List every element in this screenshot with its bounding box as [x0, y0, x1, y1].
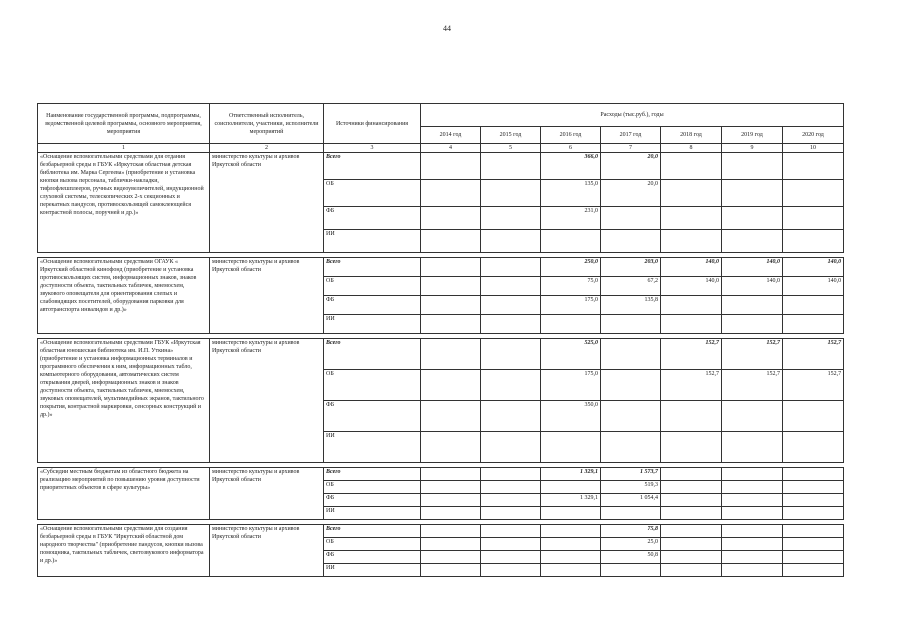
expense-value: 250,0 — [541, 258, 601, 277]
expense-value — [481, 564, 541, 577]
expense-value — [722, 296, 783, 315]
expense-value: 1 329,1 — [541, 468, 601, 481]
expense-value — [722, 432, 783, 463]
column-number: 2 — [210, 144, 324, 153]
funding-source: ФБ — [324, 296, 421, 315]
expense-value — [661, 401, 722, 432]
column-number: 9 — [722, 144, 783, 153]
year-header: 2018 год — [661, 127, 722, 144]
expense-value: 140,0 — [783, 277, 844, 296]
expense-value — [421, 370, 481, 401]
expense-value — [481, 551, 541, 564]
col-header-name: Наименование государственной программы, подпрограммы, ведомственной целевой программы, основного мероприятия, мероприятия — [38, 104, 210, 144]
expense-value — [661, 494, 722, 507]
funding-source: Всего — [324, 153, 421, 180]
expense-value: 140,0 — [661, 258, 722, 277]
expense-value: 175,0 — [541, 370, 601, 401]
expense-value — [541, 481, 601, 494]
expense-value — [783, 481, 844, 494]
expense-value: 67,2 — [601, 277, 661, 296]
activity-name: «Оснащение вспомогательными средствами ГБУК «Иркутская областная юношеская библиотека им. И.П. Уткина» (приобретение и установка информационных терминалов и программного обеспечения к ним, информационных табло, компьютерного оборудования, автоматических систем открывания дверей, информационных знаков и знаков доступности объекта, тактильных табличек, мнемосхем, звуковых оповещателей, мультимедийных экранов, тактильного покрытия, контрастной маркировки, сенсорных конструкций и др.)» — [38, 339, 210, 463]
expense-value — [541, 551, 601, 564]
expense-value — [722, 468, 783, 481]
expense-value — [421, 525, 481, 538]
expense-value — [661, 315, 722, 334]
expense-value — [661, 153, 722, 180]
activity-name: «Оснащение вспомогательными средствами для создания безбарьерной среды в ГБУК "Иркутский областной дом народного творчества" (приобретение пандусов, кнопки вызова помощника, тактильных табличек, светозвукового информатора и др.)» — [38, 525, 210, 577]
funding-source: ИИ — [324, 315, 421, 334]
expense-value: 140,0 — [722, 258, 783, 277]
expense-value — [783, 180, 844, 207]
expense-value — [481, 432, 541, 463]
expense-value — [481, 538, 541, 551]
expense-value — [481, 296, 541, 315]
table-row — [38, 258, 844, 277]
table-row — [38, 153, 844, 180]
expense-value — [601, 370, 661, 401]
year-header: 2014 год — [421, 127, 481, 144]
funding-source: ИИ — [324, 564, 421, 577]
activity-name: «Оснащение вспомогательными средствами ОГАУК « Иркутский областной кинофонд (приобретение и установка противоскользящих систем, информационных знаков, знаков доступности объекта, тактильных табличек, мнемосхем, звукового оповещателя для ориентирования слепых и слабовидящих посетителей, оборудования парковки для автотранспорта инвалидов и др.)» — [38, 258, 210, 334]
expense-value — [421, 507, 481, 520]
expense-value: 525,0 — [541, 339, 601, 370]
expense-value — [783, 401, 844, 432]
expense-value — [783, 494, 844, 507]
expense-value — [541, 432, 601, 463]
expense-value — [601, 339, 661, 370]
activity-name: «Субсидии местным бюджетам из областного бюджета на реализацию мероприятий по повышению уровня доступности приоритетных объектов в сфере культуры» — [38, 468, 210, 520]
expense-value — [481, 370, 541, 401]
expense-value — [541, 525, 601, 538]
expense-value — [481, 401, 541, 432]
expense-value — [421, 401, 481, 432]
budget-table-body — [38, 153, 844, 577]
expense-value: 140,0 — [783, 258, 844, 277]
expense-value — [783, 230, 844, 253]
expense-value: 20,0 — [601, 180, 661, 207]
expense-value — [601, 564, 661, 577]
expense-value — [783, 153, 844, 180]
column-number: 8 — [661, 144, 722, 153]
funding-source: ОБ — [324, 370, 421, 401]
expense-value: 75,0 — [541, 277, 601, 296]
expense-value — [601, 207, 661, 230]
expense-value — [421, 564, 481, 577]
expense-value — [722, 494, 783, 507]
expense-value — [541, 230, 601, 253]
year-header: 2015 год — [481, 127, 541, 144]
expense-value — [722, 207, 783, 230]
expense-value — [421, 481, 481, 494]
expense-value — [783, 538, 844, 551]
expense-value — [722, 401, 783, 432]
expense-value: 231,0 — [541, 207, 601, 230]
expense-value: 203,0 — [601, 258, 661, 277]
activity-name: «Оснащение вспомогательными средствами для отдания безбарьерной среды в ГБУК «Иркутская областная детская библиотека им. Марка Сергеева» (приобретение и установка кнопки вызова персонала, таблички-накладки, тифлофлешплееров, ручных видеоувеличителей, индукционной слуховой системы, телескопических 2-х секционных и перекатных пандусов, противоскользящей самоклеющейся контрастной полосы, поручней и др.)» — [38, 153, 210, 253]
expense-value: 152,7 — [783, 370, 844, 401]
executor: министерство культуры и архивов Иркутской области — [210, 525, 324, 577]
funding-source: ФБ — [324, 494, 421, 507]
expense-value — [481, 494, 541, 507]
expense-value — [481, 481, 541, 494]
expense-value: 366,0 — [541, 153, 601, 180]
year-header: 2020 год — [783, 127, 844, 144]
expense-value — [481, 153, 541, 180]
table-row — [38, 525, 844, 538]
expense-value — [661, 564, 722, 577]
expense-value — [481, 180, 541, 207]
col-header-source: Источники финансирования — [324, 104, 421, 144]
expense-value — [783, 468, 844, 481]
executor: министерство культуры и архивов Иркутской области — [210, 258, 324, 334]
year-header: 2017 год — [601, 127, 661, 144]
expense-value — [541, 564, 601, 577]
expense-value — [722, 564, 783, 577]
expense-value — [722, 481, 783, 494]
expense-value — [421, 339, 481, 370]
expense-value — [421, 538, 481, 551]
expense-value — [541, 315, 601, 334]
expense-value: 1 054,4 — [601, 494, 661, 507]
expense-value: 175,0 — [541, 296, 601, 315]
expense-value — [421, 296, 481, 315]
expense-value — [421, 153, 481, 180]
expense-value — [661, 468, 722, 481]
expense-value — [722, 153, 783, 180]
expense-value — [481, 507, 541, 520]
expense-value — [481, 315, 541, 334]
table-row — [38, 339, 844, 370]
expense-value — [481, 207, 541, 230]
expense-value: 25,0 — [601, 538, 661, 551]
expense-value — [661, 538, 722, 551]
expense-value: 75,8 — [601, 525, 661, 538]
expense-value — [601, 315, 661, 334]
funding-source: Всего — [324, 339, 421, 370]
expense-value — [421, 551, 481, 564]
expense-value: 152,7 — [722, 339, 783, 370]
expense-value — [722, 507, 783, 520]
expense-value — [541, 507, 601, 520]
column-number: 1 — [38, 144, 210, 153]
expense-value — [601, 432, 661, 463]
funding-source: Всего — [324, 525, 421, 538]
expense-value — [722, 230, 783, 253]
expense-value — [421, 277, 481, 296]
funding-source: ОБ — [324, 538, 421, 551]
expense-value — [783, 432, 844, 463]
expense-value — [421, 258, 481, 277]
expense-value — [421, 432, 481, 463]
funding-source: ИИ — [324, 507, 421, 520]
expense-value: 152,7 — [661, 370, 722, 401]
expense-value — [541, 538, 601, 551]
expense-value — [661, 432, 722, 463]
expense-value: 152,7 — [783, 339, 844, 370]
funding-source: ФБ — [324, 401, 421, 432]
expense-value — [783, 296, 844, 315]
expense-value: 152,7 — [661, 339, 722, 370]
executor: министерство культуры и архивов Иркутской области — [210, 468, 324, 520]
expense-value: 1 573,7 — [601, 468, 661, 481]
expense-value: 152,7 — [722, 370, 783, 401]
column-number: 5 — [481, 144, 541, 153]
funding-source: ОБ — [324, 277, 421, 296]
expense-value — [661, 207, 722, 230]
expense-value — [783, 207, 844, 230]
expense-value — [421, 494, 481, 507]
column-number: 4 — [421, 144, 481, 153]
expense-value — [661, 230, 722, 253]
expense-value — [481, 277, 541, 296]
expense-value — [601, 230, 661, 253]
expense-value — [421, 230, 481, 253]
funding-source: ИИ — [324, 230, 421, 253]
funding-source: Всего — [324, 258, 421, 277]
executor: министерство культуры и архивов Иркутской области — [210, 339, 324, 463]
expense-value — [601, 507, 661, 520]
funding-source: ИИ — [324, 432, 421, 463]
funding-source: ФБ — [324, 551, 421, 564]
expense-value — [661, 551, 722, 564]
expense-value — [783, 551, 844, 564]
expense-value: 140,0 — [722, 277, 783, 296]
expense-value — [481, 230, 541, 253]
column-number: 6 — [541, 144, 601, 153]
expense-value: 135,0 — [541, 180, 601, 207]
column-number: 10 — [783, 144, 844, 153]
expense-value — [481, 339, 541, 370]
expense-value — [661, 525, 722, 538]
expense-value: 50,8 — [601, 551, 661, 564]
expense-value — [601, 401, 661, 432]
budget-table — [37, 103, 844, 577]
expense-value — [722, 551, 783, 564]
expense-value: 140,0 — [661, 277, 722, 296]
table-row — [38, 468, 844, 481]
expense-value: 1 329,1 — [541, 494, 601, 507]
funding-source: ОБ — [324, 180, 421, 207]
expense-value — [661, 296, 722, 315]
col-header-expenses: Расходы (тыс.руб.), годы — [421, 104, 844, 127]
expense-value — [661, 481, 722, 494]
year-header: 2019 год — [722, 127, 783, 144]
expense-value — [783, 507, 844, 520]
expense-value: 350,0 — [541, 401, 601, 432]
expense-value: 20,0 — [601, 153, 661, 180]
year-header: 2016 год — [541, 127, 601, 144]
expense-value — [722, 538, 783, 551]
funding-source: ФБ — [324, 207, 421, 230]
expense-value — [421, 468, 481, 481]
expense-value — [722, 180, 783, 207]
page-number: 44 — [443, 24, 451, 33]
expense-value — [421, 207, 481, 230]
executor: министерство культуры и архивов Иркутской области — [210, 153, 324, 253]
expense-value — [661, 180, 722, 207]
column-number: 3 — [324, 144, 421, 153]
column-number: 7 — [601, 144, 661, 153]
column-number-row — [38, 144, 844, 153]
expense-value — [481, 525, 541, 538]
expense-value — [481, 258, 541, 277]
expense-value — [421, 180, 481, 207]
expense-value — [783, 564, 844, 577]
expense-value — [722, 315, 783, 334]
expense-value — [783, 315, 844, 334]
funding-source: ОБ — [324, 481, 421, 494]
expense-value — [421, 315, 481, 334]
expense-value — [722, 525, 783, 538]
funding-source: Всего — [324, 468, 421, 481]
expense-value — [661, 507, 722, 520]
expense-value: 135,8 — [601, 296, 661, 315]
expense-value — [783, 525, 844, 538]
expense-value — [481, 468, 541, 481]
col-header-executor: Ответственный исполнитель, соисполнители, участники, исполнители мероприятий — [210, 104, 324, 144]
expense-value: 519,3 — [601, 481, 661, 494]
